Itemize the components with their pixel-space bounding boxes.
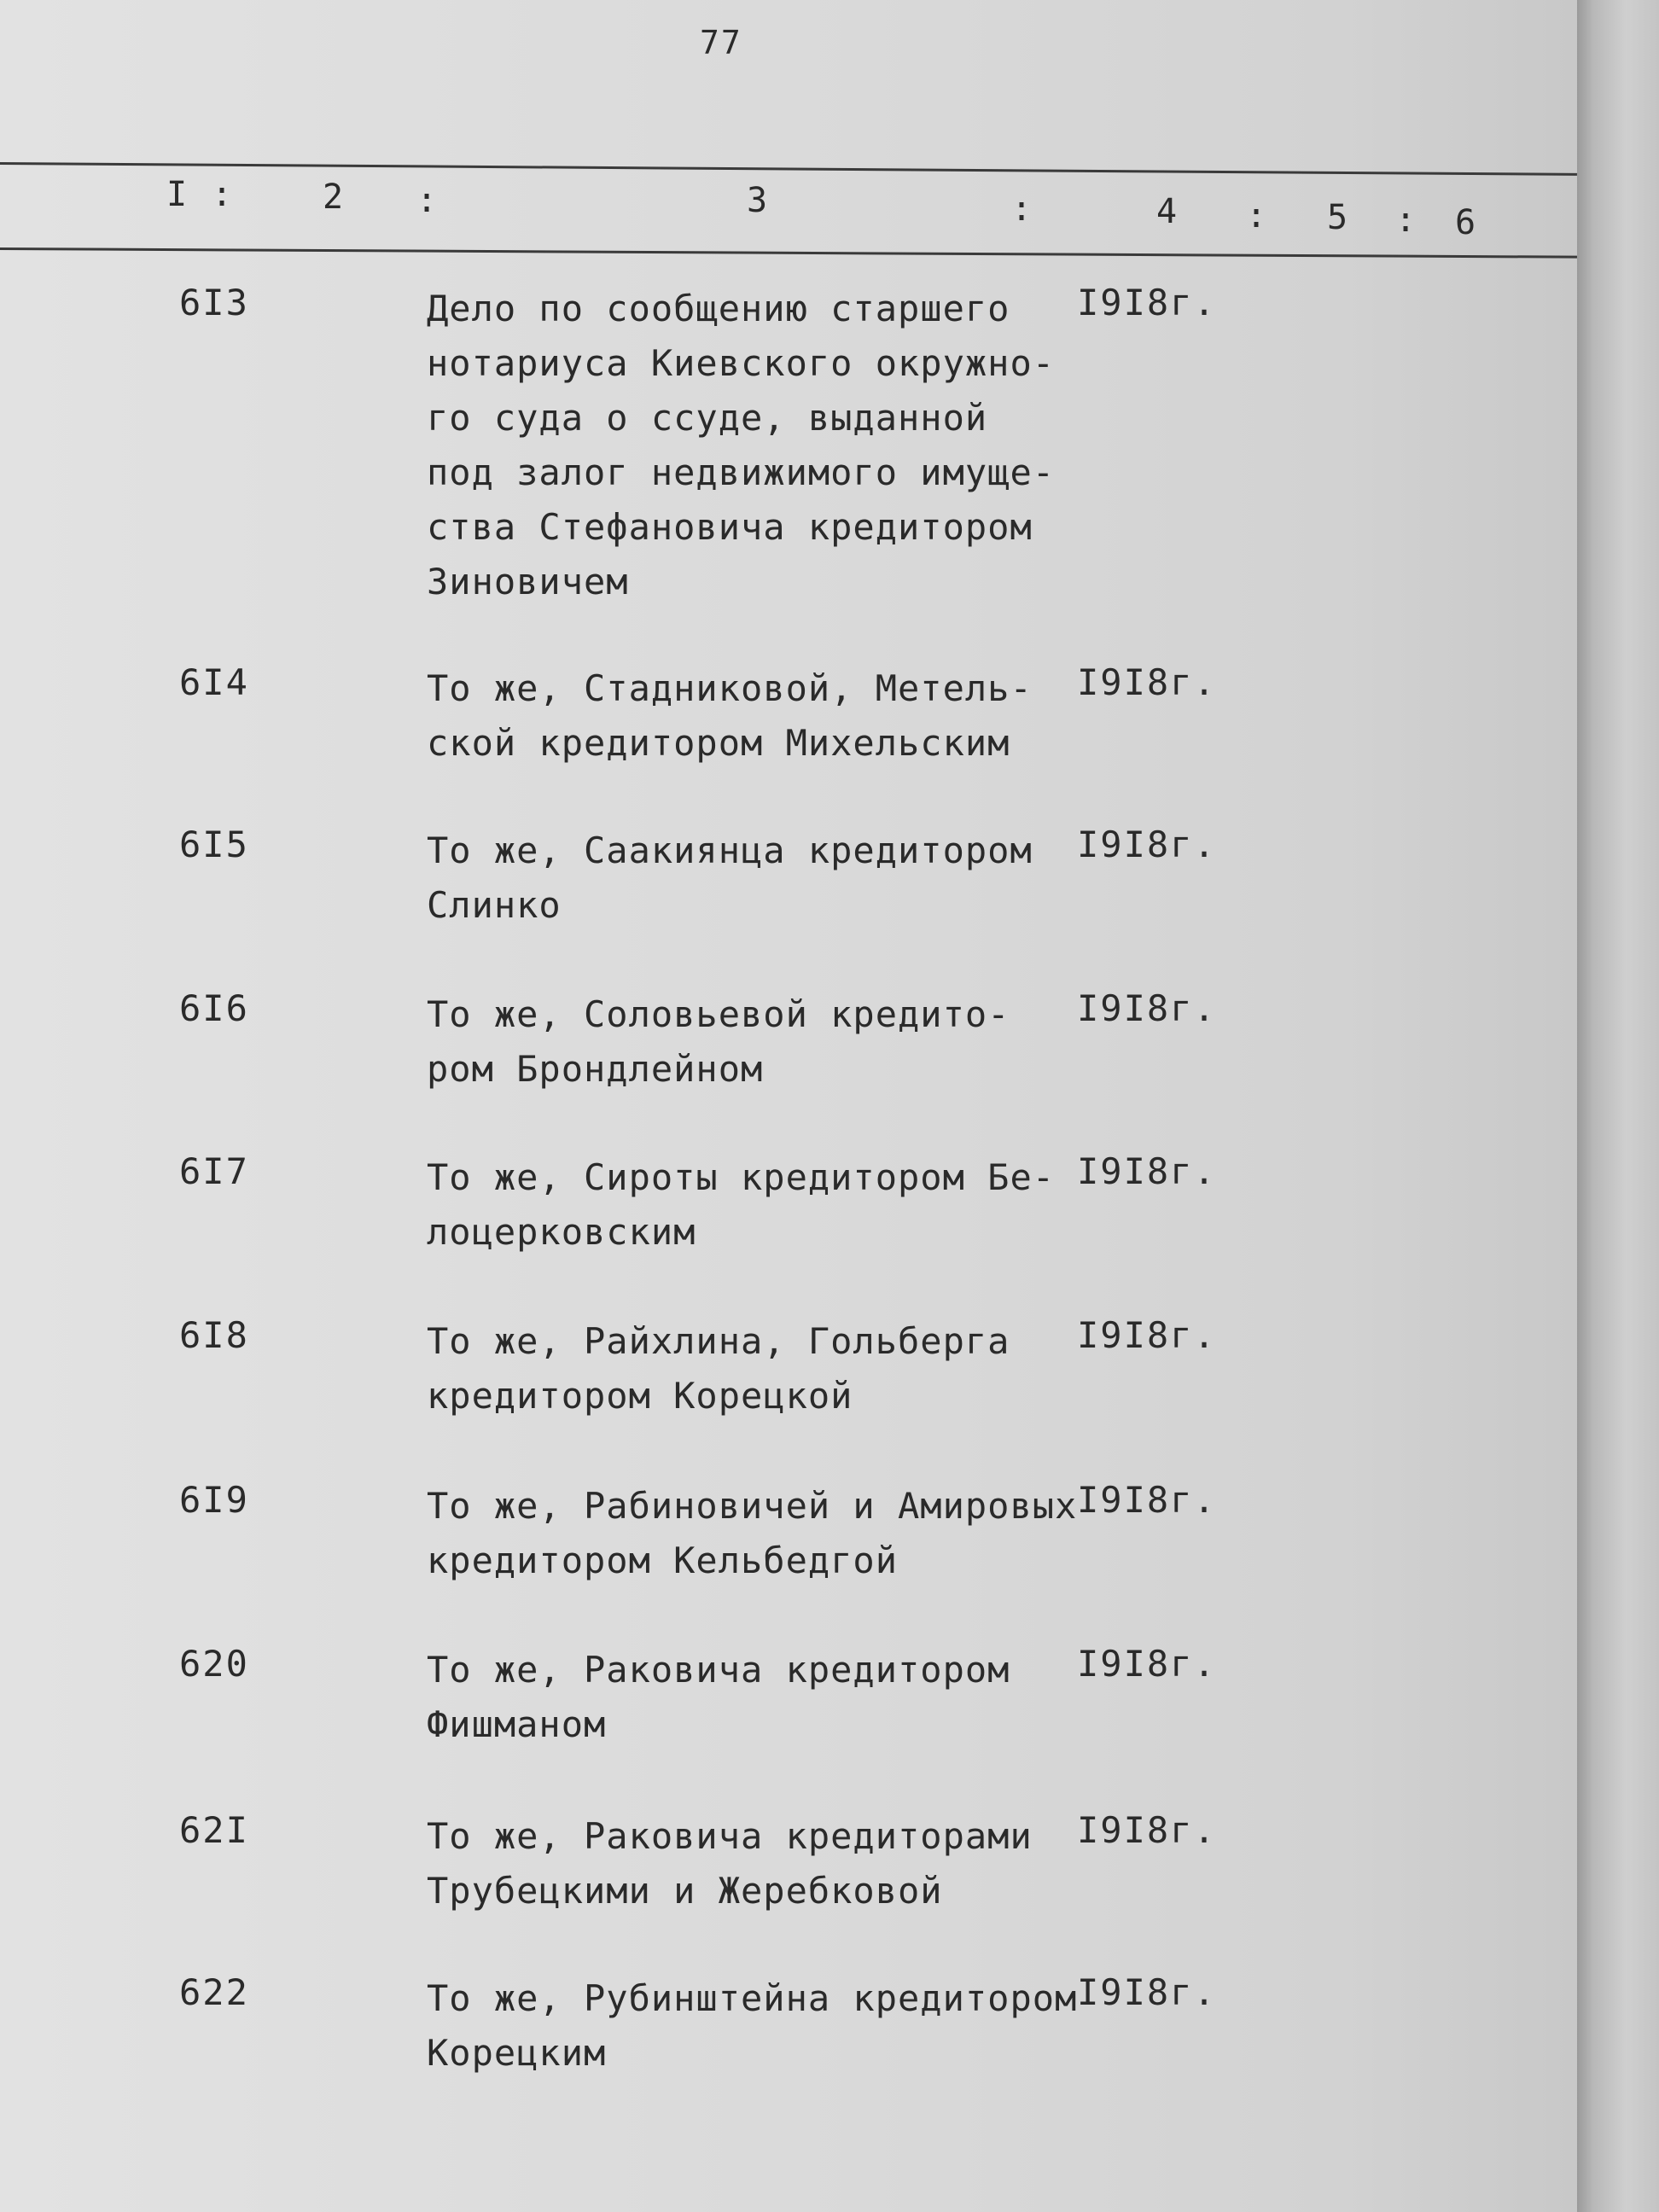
header-separator: : — [1246, 196, 1267, 236]
item-year: I9I8г. — [1077, 1809, 1217, 1851]
item-description: То же, Соловьевой кредито- ром Брондлейном — [427, 993, 1010, 1090]
item-description: То же, Раковича кредитором Фишманом — [427, 1649, 1010, 1745]
item-number: 6I4 — [179, 661, 249, 703]
item-number: 6I5 — [179, 824, 249, 865]
header-col-5: 5 — [1327, 198, 1348, 237]
item-year: I9I8г. — [1077, 987, 1217, 1029]
item-description: То же, Раковича кредиторами Трубецкими и Жеребковой — [427, 1815, 1033, 1912]
header-col-6: 6 — [1455, 203, 1476, 242]
item-description: То же, Стадниковой, Метель- ской кредитором Михельским — [427, 667, 1033, 764]
item-description: Дело по сообщению старшего нотариуса Киевского окружно- го суда о ссуде, выданной под залог недвижимого имуще- ства Стефановича кредитором Зиновичем — [427, 288, 1056, 602]
header-separator: : — [212, 175, 233, 214]
item-description: То же, Райхлина, Гольберга кредитором Корецкой — [427, 1320, 1010, 1417]
item-description: То же, Саакиянца кредитором Слинко — [427, 830, 1033, 926]
item-year: I9I8г. — [1077, 1150, 1217, 1192]
page-edge — [1577, 0, 1659, 2212]
header-col-4: 4 — [1156, 192, 1178, 231]
header-separator: : — [1011, 189, 1033, 229]
item-year: I9I8г. — [1077, 1314, 1217, 1356]
item-number: 6I3 — [179, 282, 249, 323]
item-number: 622 — [179, 1971, 249, 2013]
item-number: 62I — [179, 1809, 249, 1851]
header-separator: : — [416, 181, 438, 220]
item-year: I9I8г. — [1077, 661, 1217, 703]
page-number: 77 — [700, 24, 742, 61]
header-col-1: I — [166, 175, 188, 214]
item-number: 6I8 — [179, 1314, 249, 1356]
item-year: I9I8г. — [1077, 1971, 1217, 2013]
item-description: То же, Рубинштейна кредитором Корецким — [427, 1977, 1078, 2074]
item-year: I9I8г. — [1077, 282, 1217, 323]
item-number: 6I7 — [179, 1150, 249, 1192]
item-year: I9I8г. — [1077, 1643, 1217, 1685]
header-col-2: 2 — [323, 178, 344, 217]
item-number: 620 — [179, 1643, 249, 1685]
item-number: 6I6 — [179, 987, 249, 1029]
item-year: I9I8г. — [1077, 1479, 1217, 1521]
header-col-3: 3 — [747, 181, 768, 220]
item-number: 6I9 — [179, 1479, 249, 1521]
item-description: То же, Сироты кредитором Бе- лоцерковским — [427, 1156, 1056, 1253]
item-year: I9I8г. — [1077, 824, 1217, 865]
header-separator: : — [1395, 201, 1417, 240]
item-description: То же, Рабиновичей и Амировых кредитором Кельбедгой — [427, 1485, 1078, 1581]
